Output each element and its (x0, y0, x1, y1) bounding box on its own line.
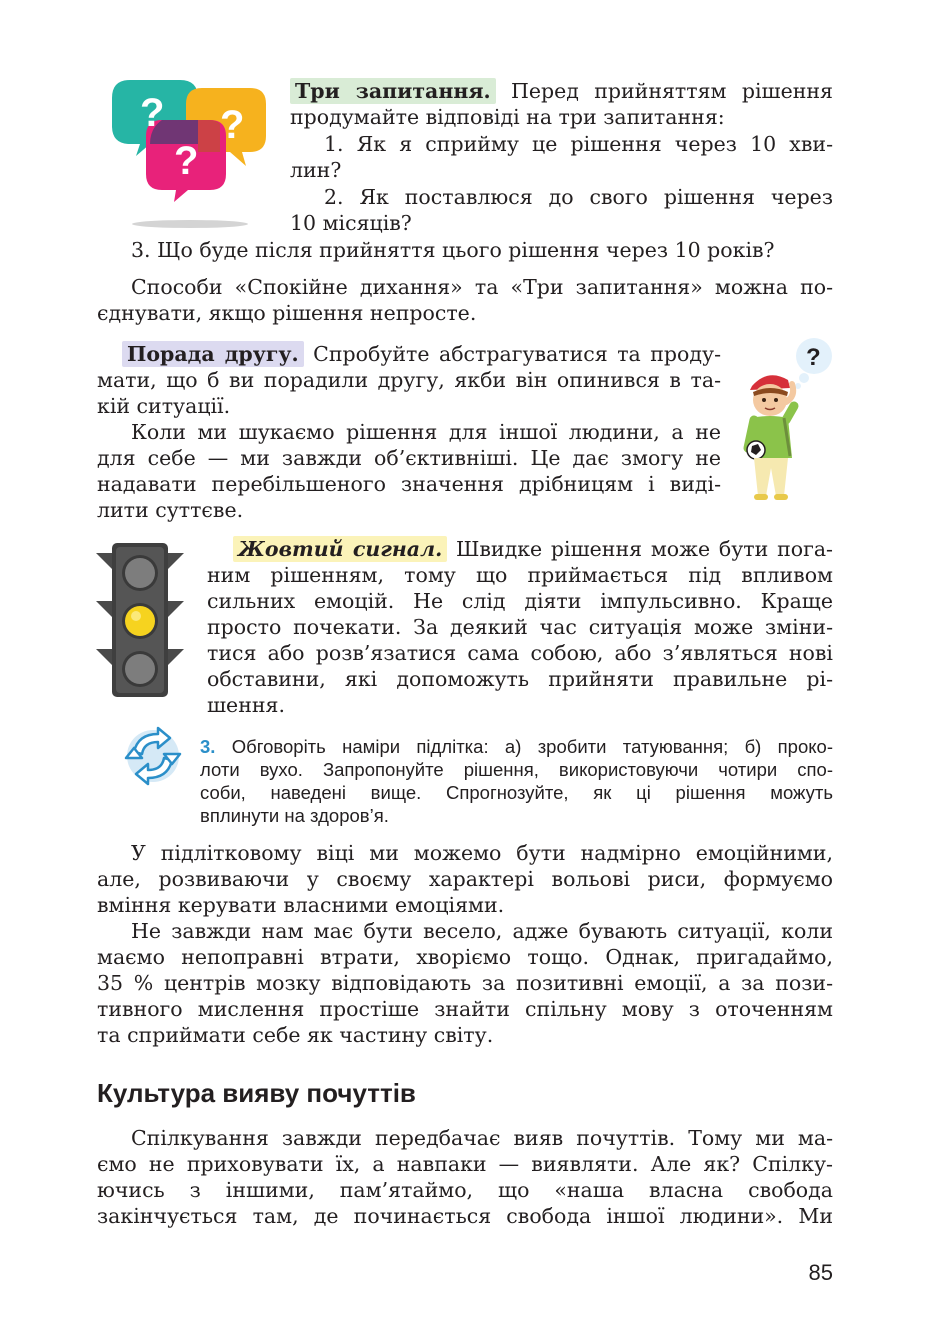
svg-text:?: ? (220, 103, 245, 147)
friend-advice-line1 (122, 341, 721, 368)
teen-p2-line1: Не завжди нам має бути весело, адже бувають ситуації, коли (131, 919, 833, 943)
combine-line2: єднувати, якщо рішення непросте. (97, 301, 477, 325)
teen-p2-line2: маємо непоправні втрати, хворіємо тощо. Однак, пригадаймо, (97, 945, 833, 969)
teen-p2-line5: та сприймати себе як частину світу. (97, 1023, 494, 1047)
question-1-line1: 1. Як я сприйму це рішення через 10 хви- (324, 132, 833, 156)
yellow-signal-label: Жовтий сигнал. (233, 536, 447, 562)
yellow-signal-line3: сильних емоцій. Не слід діяти імпульсивно. Краще (207, 589, 833, 613)
question-2-line2: 10 місяців? (290, 211, 412, 235)
friend-advice-label: Порада другу. (122, 341, 304, 367)
boy-question-mark: ? (806, 344, 821, 371)
teen-p2-line4: тивного мислення простіше знайти спільну мову з оточенням (97, 997, 833, 1021)
friend-advice-line3: кій ситуації. (97, 394, 231, 418)
svg-text:?: ? (174, 139, 199, 183)
three-questions-intro: Перед прийняттям рішення (495, 79, 833, 103)
yellow-signal-text: Швидке рішення може бути пога- (447, 537, 833, 561)
friend-advice-p2-line2: для себе — ми завжди об’єктивніші. Це дає змогу не (97, 446, 721, 470)
yellow-signal-line2: ним рішенням, тому що приймається під впливом (207, 563, 833, 587)
friend-advice-p2-line1: Коли ми шукаємо рішення для іншої людини, а не (131, 420, 721, 444)
traffic-light-icon (94, 541, 186, 699)
yellow-signal-line7: шення. (207, 693, 285, 717)
teen-p2-line3: 35 % центрів мозку відповідають за позитивні емоції, а за пози- (97, 971, 833, 995)
yellow-signal-line6: обставини, які допоможуть прийняти правильне рі- (207, 667, 833, 691)
teen-p1-line3: вміння керувати власними емоціями. (97, 893, 505, 917)
discussion-arrows-icon (120, 726, 186, 786)
friend-advice-p2-line4: лити суттєве. (97, 498, 244, 522)
friend-advice-p2-line3: надавати перебільшеного значення дрібницям і виді- (97, 472, 721, 496)
task3-number: 3. (200, 736, 216, 757)
svg-text:?: ? (140, 91, 165, 135)
task3-line2: лоти вухо. Запропонуйте рішення, використовуючи чотири спо- (200, 759, 833, 780)
teen-p1-line1: У підлітковому віці ми можемо бути надмірно емоційними, (131, 841, 833, 865)
section-line2: ємо не приховувати їх, а навпаки — виявляти. Але як? Спілку- (97, 1152, 833, 1176)
question-2-line1: 2. Як поставлюся до свого рішення через (324, 185, 833, 209)
teen-p1-line2: але, розвиваючи у своєму характері вольові риси, формуємо (97, 867, 833, 891)
task3-line1 (200, 735, 833, 759)
question-1-line2: лин? (290, 158, 342, 182)
thinking-boy-illustration (738, 336, 838, 504)
task3-text: Обговоріть наміри підлітка: а) зробити татуювання; б) проко- (215, 736, 833, 757)
three-questions-line1 (290, 78, 833, 105)
question-speech-bubbles-icon (110, 78, 275, 233)
friend-advice-text: Спробуйте абстрагуватися та проду- (303, 342, 721, 366)
page-number: 85 (808, 1260, 833, 1285)
yellow-signal-line1 (233, 536, 833, 563)
yellow-signal-line5: тися або розв’язатися сама собою, або з’являться нові (207, 641, 833, 665)
combine-line1: Способи «Спокійне дихання» та «Три запитання» можна по- (131, 275, 833, 299)
friend-advice-line2: мати, що б ви порадили другу, якби він опинився в та- (97, 368, 721, 392)
yellow-signal-line4: просто почекати. За деякий час ситуація може зміни- (207, 615, 833, 639)
three-questions-label: Три запитання. (290, 78, 496, 104)
section-line1: Спілкування завжди передбачає вияв почуттів. Тому ми ма- (131, 1126, 833, 1150)
task3-line4: вплинути на здоров’я. (200, 805, 389, 826)
three-questions-line2: продумайте відповіді на три запитання: (290, 105, 725, 129)
section-line4: закінчується там, де починається свобода іншої людини». Ми (97, 1204, 833, 1228)
task3-line3: соби, наведені вище. Спрогнозуйте, як ці рішення можуть (200, 782, 833, 803)
question-3: 3. Що буде після прийняття цього рішення через 10 років? (131, 238, 775, 262)
section-heading: Культура вияву почуттів (97, 1078, 416, 1108)
section-line3: ючись з іншими, пам’ятаймо, що «наша власна свобода (97, 1178, 833, 1202)
